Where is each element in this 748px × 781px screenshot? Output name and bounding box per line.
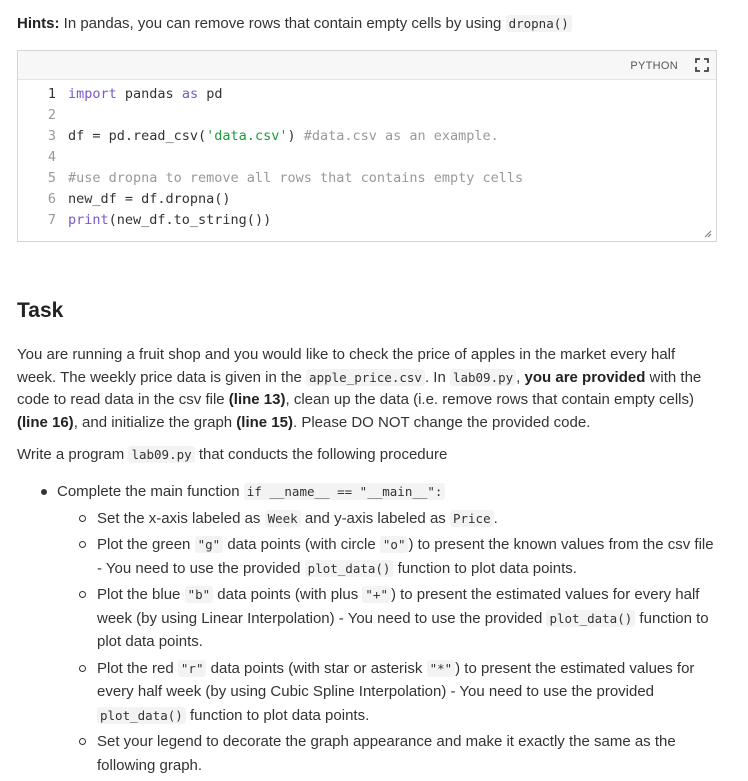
- code-token: (new_df.to_string()): [108, 212, 272, 228]
- text: function to plot data points.: [393, 559, 577, 577]
- task-heading: Task: [17, 299, 64, 322]
- text: data points (with star or asterisk: [206, 659, 427, 677]
- comment: #data.csv as an example.: [303, 128, 499, 144]
- inline-code: "r": [178, 660, 207, 677]
- inline-code: plot_data(): [546, 610, 635, 627]
- list-item: [77, 730, 717, 777]
- keyword: import: [68, 86, 117, 102]
- code-text: [68, 84, 222, 105]
- line-number: 6: [47, 191, 56, 207]
- keyword: as: [181, 86, 199, 102]
- text: Plot the blue: [97, 586, 185, 603]
- code-editor[interactable]: [18, 80, 716, 241]
- list-item: [39, 481, 731, 778]
- bold-text: (line 13): [228, 391, 286, 408]
- inline-code: plot_data(): [97, 707, 186, 724]
- code-token: pandas: [116, 86, 182, 102]
- text: , clean up the data (i.e. remove rows that contain empty cells): [285, 391, 695, 408]
- code-line: [18, 189, 716, 210]
- keyword: print: [68, 212, 109, 228]
- line-number: 5: [47, 170, 56, 186]
- code-text: [68, 210, 271, 231]
- procedure-list: [17, 481, 731, 778]
- expand-icon[interactable]: [695, 58, 709, 72]
- code-line: [18, 147, 716, 168]
- text: ,: [516, 368, 525, 386]
- line-number: 7: [47, 212, 56, 228]
- hints-code: dropna(): [506, 15, 572, 32]
- inline-code: Price: [450, 510, 494, 527]
- resize-handle-icon[interactable]: [704, 230, 712, 238]
- inline-code: "o": [380, 536, 409, 553]
- text: . In: [424, 368, 450, 386]
- code-line: [18, 105, 716, 126]
- sub-list: [57, 507, 731, 778]
- text: You are running a fruit shop and you would like to check the price of apples in the market every half week. The weekly price data is given in the: [17, 346, 676, 386]
- inline-code: plot_data(): [305, 560, 394, 577]
- code-token: df = pd.read_csv(: [68, 128, 207, 144]
- line-number: 4: [47, 149, 56, 165]
- text: . Please DO NOT change the provided code.: [292, 413, 591, 431]
- text: Plot the green: [97, 536, 195, 553]
- inline-code: lab09.py: [450, 369, 516, 386]
- bold-text: (line 15): [236, 413, 293, 431]
- inline-code: "g": [195, 536, 224, 553]
- inline-code: "b": [185, 586, 214, 603]
- code-text: [68, 126, 499, 147]
- code-text: [68, 189, 231, 210]
- code-line: [18, 168, 716, 189]
- bold-text: (line 16): [17, 413, 74, 431]
- text: Complete the main function: [57, 482, 244, 500]
- text: data points (with circle: [223, 536, 380, 553]
- list-item: [77, 507, 717, 531]
- task-instruction: [17, 444, 731, 467]
- inline-code: lab09.py: [128, 446, 194, 463]
- text: data points (with plus: [213, 586, 363, 603]
- text: with the code to read data in the csv file: [17, 368, 702, 408]
- text: Write a program: [17, 446, 129, 463]
- code-block[interactable]: [17, 50, 717, 242]
- inline-code: "*": [427, 660, 456, 677]
- list-item: [77, 657, 717, 728]
- text: Plot the red: [97, 659, 178, 677]
- code-line: [18, 210, 716, 231]
- inline-code: apple_price.csv: [306, 369, 425, 386]
- text: Set the x-axis labeled as: [97, 509, 265, 527]
- language-label: PYTHON: [630, 60, 678, 72]
- inline-code: if __name__ == "__main__":: [244, 483, 446, 500]
- text: function to plot data points.: [97, 609, 709, 650]
- code-line: [18, 84, 716, 105]
- code-text: [68, 168, 523, 189]
- list-item: [77, 533, 717, 580]
- text: function to plot data points.: [185, 706, 370, 724]
- text: that conducts the following procedure: [194, 446, 448, 463]
- text: .: [493, 509, 498, 527]
- hints-label: Hints:: [17, 15, 60, 32]
- line-number: 3: [47, 128, 56, 144]
- string-literal: 'data.csv': [206, 128, 288, 144]
- bold-text: you are provided: [524, 368, 646, 386]
- code-line: [18, 126, 716, 147]
- line-number: 2: [47, 107, 56, 123]
- code-token: new_df = df.dropna(): [68, 191, 231, 207]
- line-number: 1: [47, 86, 56, 102]
- code-block-header: [18, 51, 716, 80]
- text: Set your legend to decorate the graph appearance and make it exactly the same as the following graph.: [97, 733, 676, 774]
- hints-text: In pandas, you can remove rows that contain empty cells by using: [59, 15, 506, 32]
- page: [0, 14, 731, 777]
- text: ) to present the known values from the csv file - You need to use the provided: [97, 536, 714, 577]
- list-item: [77, 583, 717, 654]
- text: ) to present the estimated values for every half week (by using Linear Interpolation) - You need to use the provided: [97, 586, 700, 627]
- hints-paragraph: [17, 14, 731, 34]
- text: ) to present the estimated values for every half week (by using Cubic Spline Interpolation) - You need to use the provided: [97, 659, 695, 700]
- text: , and initialize the graph: [73, 413, 237, 431]
- comment: #use dropna to remove all rows that contains empty cells: [68, 170, 524, 186]
- inline-code: Week: [265, 510, 301, 527]
- task-description: [17, 344, 717, 434]
- text: and y-axis labeled as: [300, 509, 450, 527]
- code-token: ): [287, 128, 304, 144]
- code-token: pd: [198, 86, 223, 102]
- inline-code: "+": [362, 586, 391, 603]
